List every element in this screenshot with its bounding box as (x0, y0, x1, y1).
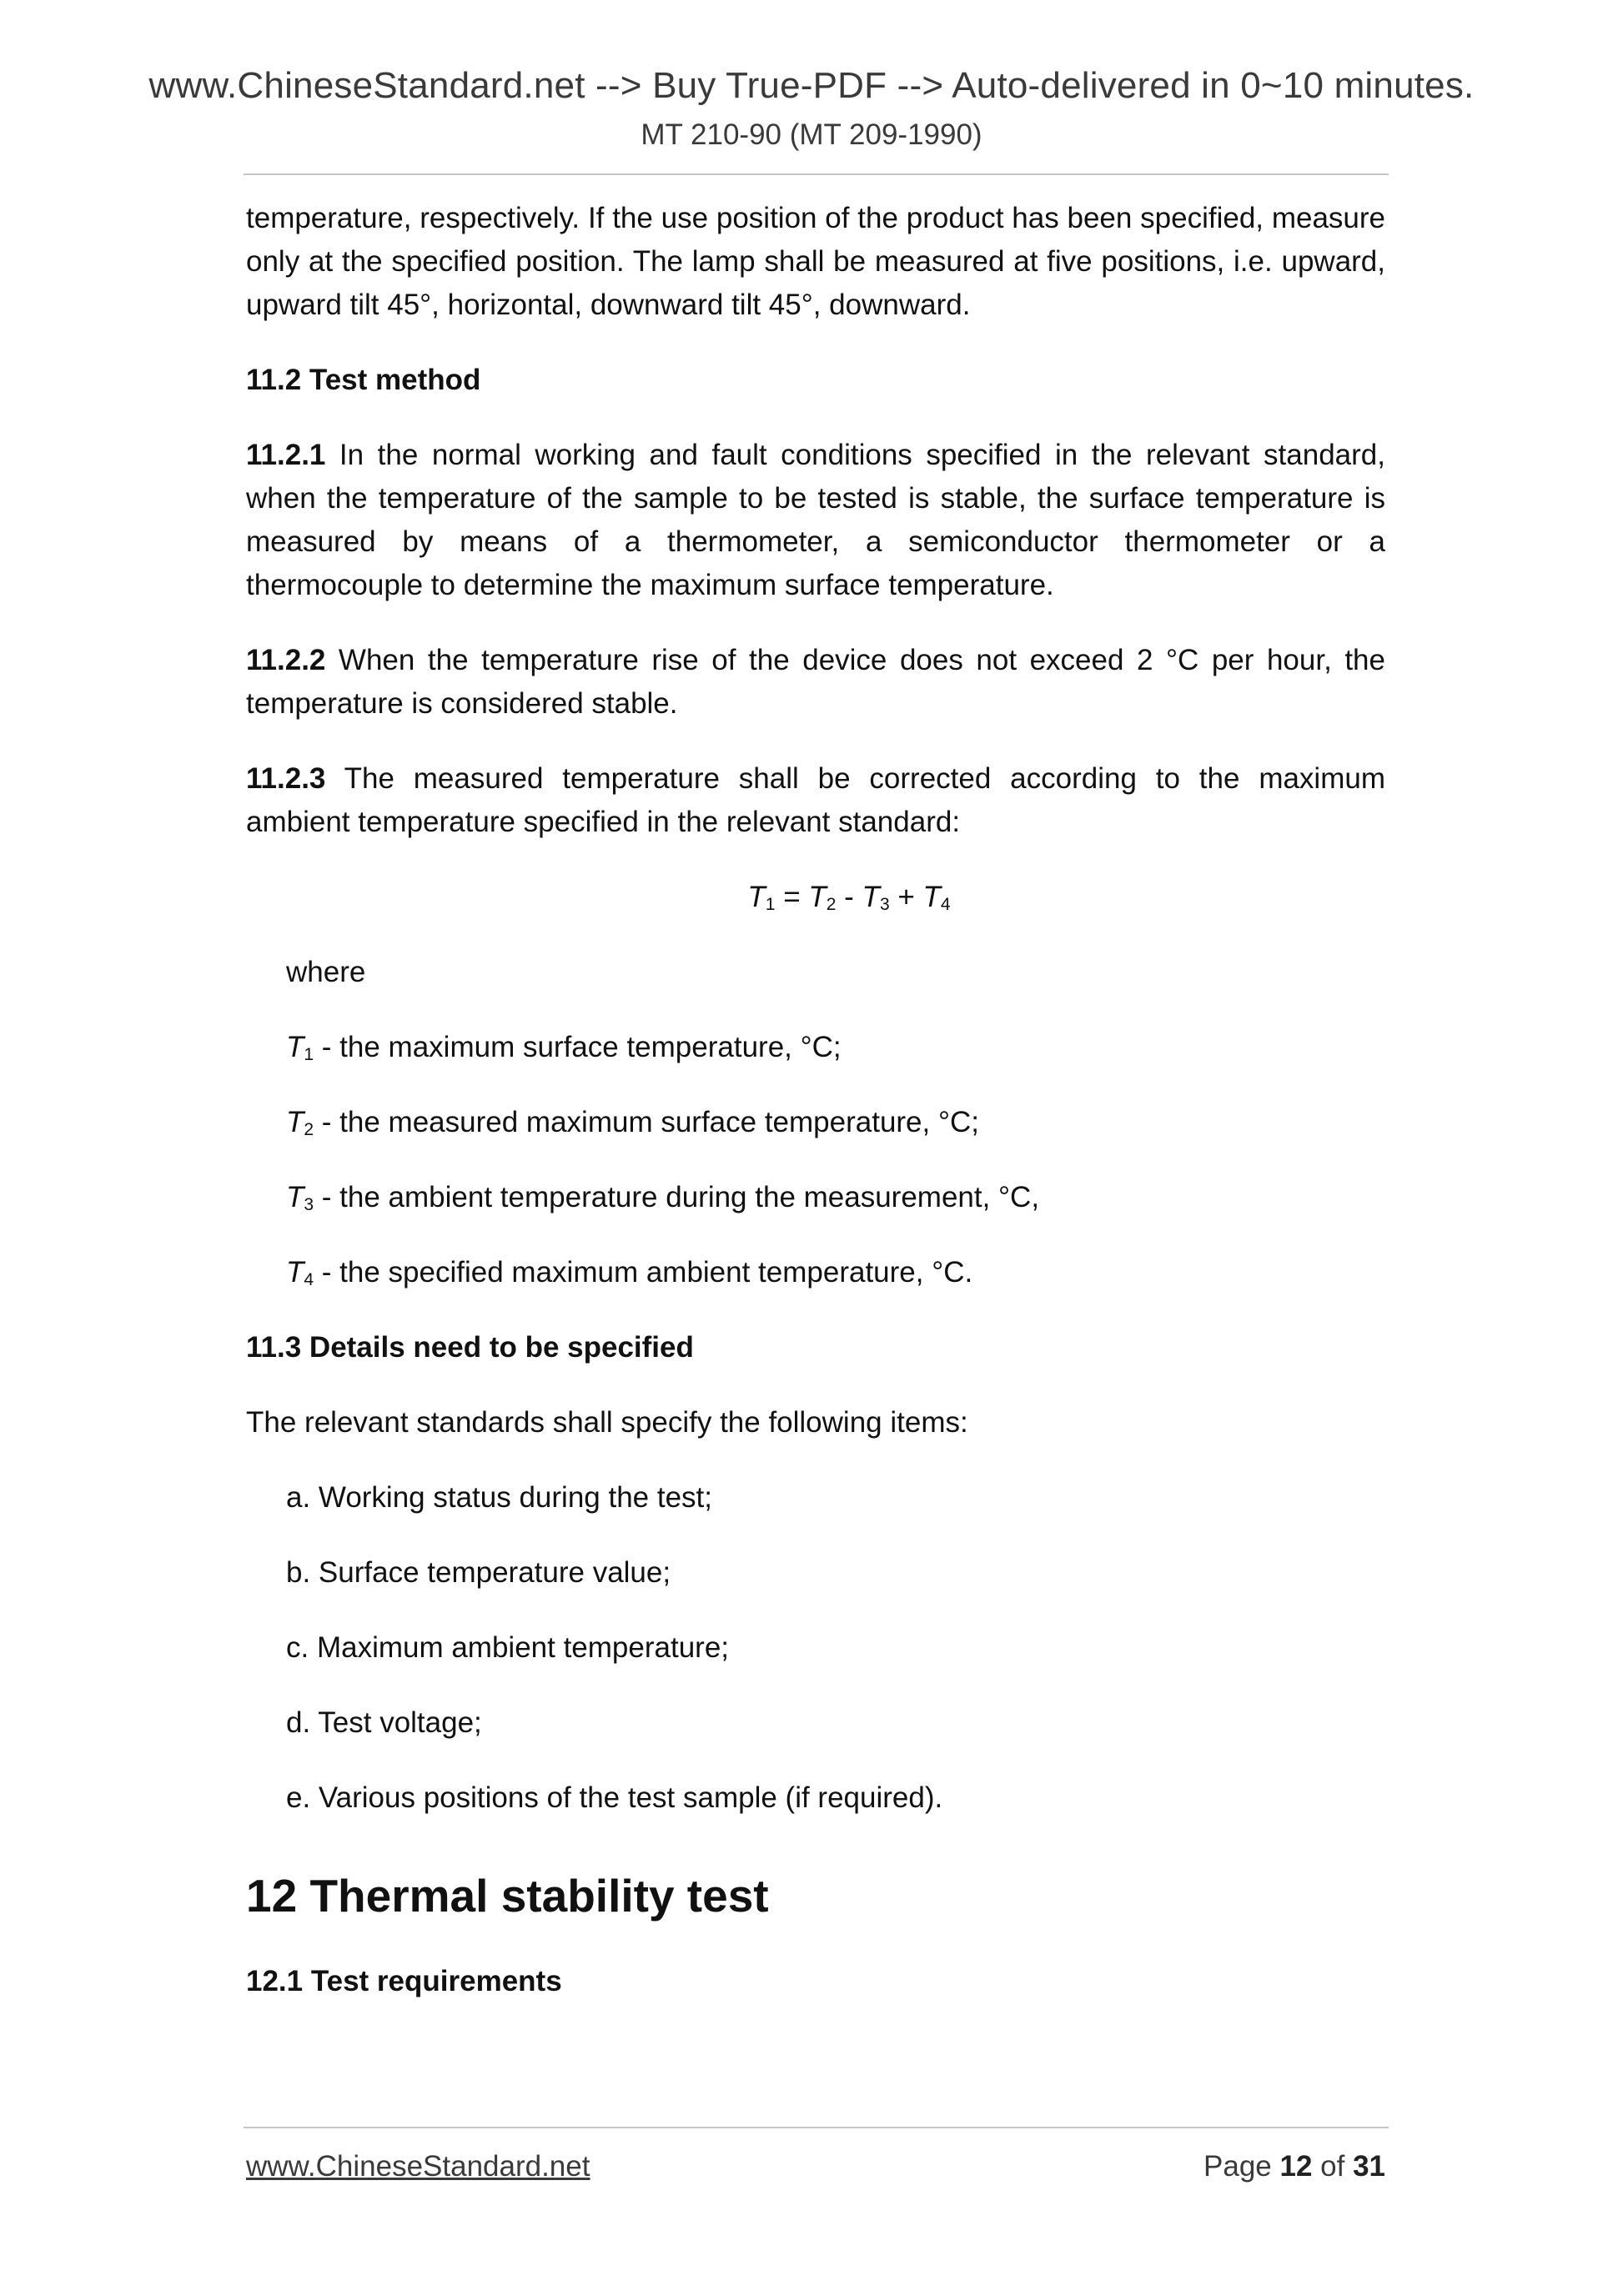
var-subscript: 1 (304, 1044, 314, 1064)
var-symbol: T (286, 1031, 304, 1063)
clause-text: The measured temperature shall be corrected according to the maximum ambient temperature specified in the relevant standard: (246, 762, 1385, 838)
var-description: - the measured maximum surface temperature, °C; (314, 1106, 979, 1138)
clause-11-2-3 (246, 757, 1385, 844)
heading-11-2: 11.2 Test method (246, 364, 481, 396)
list-item: a. Working status during the test; (286, 1481, 713, 1514)
equation (246, 876, 1385, 919)
document-code: MT 210-90 (MT 209-1990) (641, 118, 982, 151)
var-symbol: T (286, 1181, 304, 1213)
var-description: - the ambient temperature during the measurement, °C, (314, 1181, 1040, 1213)
eq-symbol: T (808, 881, 827, 913)
page-number (1203, 2150, 1385, 2183)
clause-number: 11.2.2 (246, 644, 326, 676)
page-current: 12 (1279, 2150, 1313, 2183)
page-total: 31 (1353, 2150, 1385, 2183)
heading-12: 12 Thermal stability test (246, 1870, 769, 1922)
clause-number: 11.2.3 (246, 762, 326, 795)
heading-11-3: 11.3 Details need to be specified (246, 1331, 694, 1364)
page-of-label: of (1312, 2150, 1354, 2183)
variable-definition (246, 1176, 1385, 1219)
where-label: where (286, 956, 366, 988)
eq-symbol: T (922, 881, 941, 913)
clause-text: When the temperature rise of the device does not exceed 2 °C per hour, the temperature is considered stable. (246, 644, 1385, 720)
header-divider (244, 173, 1389, 175)
clause-11-2-2 (246, 639, 1385, 726)
heading-12-1: 12.1 Test requirements (246, 1965, 562, 1997)
variable-definition (246, 1251, 1385, 1294)
variable-definition (246, 1101, 1385, 1144)
page-label: Page (1203, 2150, 1280, 2183)
var-symbol: T (286, 1106, 304, 1138)
var-subscript: 4 (304, 1269, 314, 1289)
clause-11-2-1 (246, 434, 1385, 607)
eq-operator: + (889, 881, 923, 913)
intro-paragraph: temperature, respectively. If the use position of the product has been specified, measure only at the specified position. The lamp shall be measured at five positions, i.e. upward, upward tilt 45°, horizontal, downward tilt 45°, downward. (246, 202, 1385, 321)
footer-divider (244, 2127, 1389, 2128)
list-item: b. Surface temperature value; (286, 1556, 671, 1589)
eq-subscript: 2 (826, 894, 837, 914)
var-symbol: T (286, 1256, 304, 1289)
variable-definition (246, 1026, 1385, 1069)
clause-number: 11.2.1 (246, 439, 326, 471)
var-description: - the specified maximum ambient temperature, °C. (314, 1256, 973, 1289)
header-banner[interactable]: www.ChineseStandard.net --> Buy True-PDF --> Auto-delivered in 0~10 minutes. (148, 65, 1475, 106)
eq-operator: - (836, 881, 862, 913)
eq-subscript: 3 (879, 894, 890, 914)
footer-site-link[interactable]: www.ChineseStandard.net (246, 2150, 590, 2183)
var-subscript: 2 (304, 1119, 314, 1139)
eq-subscript: 1 (765, 894, 776, 914)
list-item: d. Test voltage; (286, 1706, 482, 1739)
paragraph-11-3: The relevant standards shall specify the following items: (246, 1406, 968, 1439)
clause-text: In the normal working and fault conditions specified in the relevant standard, when the temperature of the sample to be tested is stable, the surface temperature is measured by means of a thermometer, a semiconductor thermometer or a thermocouple to determine the maximum surface temperature. (246, 439, 1385, 601)
page-content (246, 197, 1385, 2003)
eq-operator: = (775, 881, 809, 913)
var-subscript: 3 (304, 1194, 314, 1214)
eq-subscript: 4 (940, 894, 951, 914)
list-item: e. Various positions of the test sample (if required). (286, 1781, 943, 1814)
eq-symbol: T (747, 881, 766, 913)
list-item: c. Maximum ambient temperature; (286, 1631, 730, 1664)
var-description: - the maximum surface temperature, °C; (314, 1031, 842, 1063)
eq-symbol: T (862, 881, 880, 913)
